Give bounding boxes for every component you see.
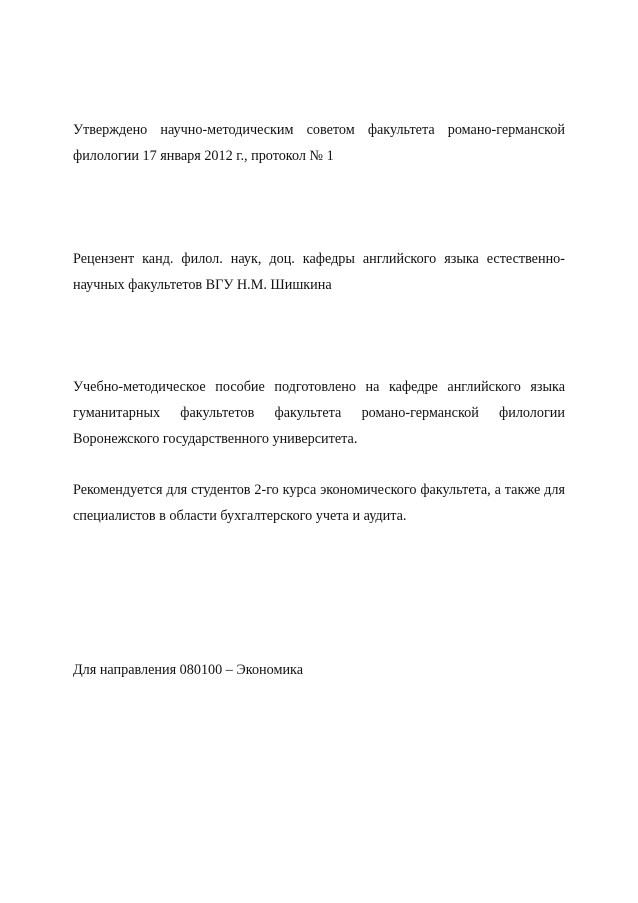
reviewer-statement: Рецензент канд. филол. наук, доц. кафедры английского языка естественно-научных факультетов ВГУ Н.М. Шишкина xyxy=(73,251,565,293)
study-direction: Для направления 080100 – Экономика xyxy=(73,662,304,678)
preparation-statement: Учебно-методическое пособие подготовлено на кафедре английского языка гуманитарных факультетов факультета романо-германской филологии Воронежского государственного университета. xyxy=(73,379,565,447)
recommendation-statement: Рекомендуется для студентов 2-го курса экономического факультета, а также для специалистов в области бухгалтерского учета и аудита. xyxy=(73,482,565,524)
approval-statement: Утверждено научно-методическим советом факультета романо-германской филологии 17 января 2012 г., протокол № 1 xyxy=(73,122,565,164)
